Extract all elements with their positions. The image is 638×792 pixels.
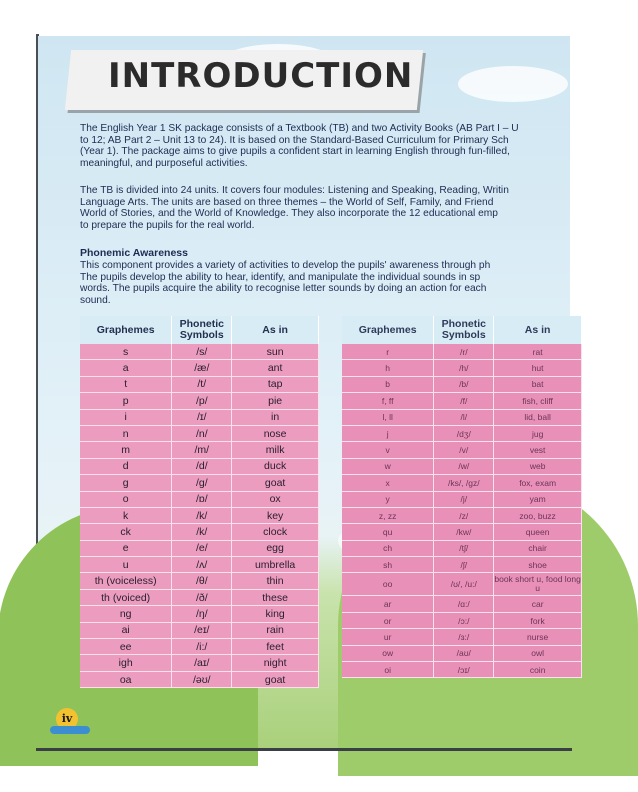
- text-line: (Year 1). The package aims to give pupils a confident start in learning English through fun-filled,: [80, 146, 510, 158]
- table-cell: /z/: [434, 507, 494, 523]
- table-cell: web: [494, 458, 582, 474]
- phonics-table-left: [80, 316, 319, 688]
- table-cell: /b/: [434, 376, 494, 392]
- table-cell: /d/: [172, 458, 232, 474]
- table-cell: k: [80, 507, 172, 523]
- table-cell: oi: [342, 662, 434, 678]
- table-row: [342, 507, 582, 523]
- table-cell: /k/: [172, 524, 232, 540]
- table-cell: j: [342, 425, 434, 441]
- table-cell: /e/: [172, 540, 232, 556]
- table-cell: /ɪ/: [172, 409, 232, 425]
- table-row: [342, 596, 582, 612]
- table-cell: bat: [494, 376, 582, 392]
- table-row: [80, 458, 319, 474]
- table-cell: /g/: [172, 475, 232, 491]
- table-cell: v: [342, 442, 434, 458]
- table-cell: h: [342, 360, 434, 376]
- table-cell: ai: [80, 622, 172, 638]
- table-row: [80, 376, 319, 392]
- table-cell: /w/: [434, 458, 494, 474]
- table-cell: or: [342, 612, 434, 628]
- table-row: [80, 606, 319, 622]
- table-row: [80, 540, 319, 556]
- table-row: [342, 425, 582, 441]
- table-row: [80, 524, 319, 540]
- table-cell: /ɜ:/: [434, 629, 494, 645]
- table-row: [80, 475, 319, 491]
- table-cell: ur: [342, 629, 434, 645]
- table-body: [80, 344, 319, 688]
- table-cell: u: [80, 557, 172, 573]
- table-cell: f, ff: [342, 393, 434, 409]
- table-cell: feet: [232, 639, 319, 655]
- table-cell: jug: [494, 425, 582, 441]
- table-header-row: [80, 316, 319, 344]
- table-cell: a: [80, 360, 172, 376]
- column-header: As in: [232, 316, 319, 344]
- page-number: iv: [56, 708, 78, 730]
- scan-bottom-edge: [36, 748, 572, 751]
- table-cell: queen: [494, 524, 582, 540]
- table-cell: coin: [494, 662, 582, 678]
- table-row: [80, 573, 319, 589]
- table-cell: vest: [494, 442, 582, 458]
- table-cell: i: [80, 409, 172, 425]
- table-cell: /v/: [434, 442, 494, 458]
- table-cell: /dʒ/: [434, 425, 494, 441]
- table-cell: /r/: [434, 344, 494, 360]
- text-line: meaningful, and purposeful activities.: [80, 157, 248, 169]
- table-cell: oo: [342, 573, 434, 596]
- table-cell: chair: [494, 540, 582, 556]
- text-line: This component provides a variety of activities to develop the pupils' awareness through ph: [80, 260, 491, 271]
- text-line: World of Stories, and the World of Knowledge. They also incorporate the 12 educational emp: [80, 208, 498, 220]
- table-cell: e: [80, 540, 172, 556]
- table-cell: /ɔɪ/: [434, 662, 494, 678]
- table-cell: g: [80, 475, 172, 491]
- table-cell: /n/: [172, 425, 232, 441]
- table-cell: ee: [80, 639, 172, 655]
- table-cell: /s/: [172, 344, 232, 360]
- table-cell: /ŋ/: [172, 606, 232, 622]
- table-row: [342, 376, 582, 392]
- table-cell: these: [232, 589, 319, 605]
- table-cell: thin: [232, 573, 319, 589]
- table-cell: ar: [342, 596, 434, 612]
- table-row: [342, 524, 582, 540]
- table-row: [80, 344, 319, 360]
- table-cell: rat: [494, 344, 582, 360]
- table-cell: nurse: [494, 629, 582, 645]
- table-cell: /kw/: [434, 524, 494, 540]
- table-cell: key: [232, 507, 319, 523]
- table-cell: t: [80, 376, 172, 392]
- table-cell: clock: [232, 524, 319, 540]
- section-heading: Phonemic Awareness: [80, 247, 188, 259]
- text-line: to prepare the pupils for the real world.: [80, 219, 255, 231]
- table-cell: owl: [494, 645, 582, 661]
- table-cell: th (voiced): [80, 589, 172, 605]
- table-body: [342, 344, 582, 678]
- table-cell: ck: [80, 524, 172, 540]
- column-header: Phonetic Symbols: [172, 316, 232, 344]
- table-row: [342, 458, 582, 474]
- table-cell: x: [342, 475, 434, 491]
- table-cell: m: [80, 442, 172, 458]
- table-cell: sun: [232, 344, 319, 360]
- intro-paragraph-2: [80, 185, 570, 231]
- table-cell: nose: [232, 425, 319, 441]
- table-row: [342, 645, 582, 661]
- table-row: [80, 360, 319, 376]
- column-header: As in: [494, 316, 582, 344]
- table-cell: y: [342, 491, 434, 507]
- column-header: Phonetic Symbols: [434, 316, 494, 344]
- table-cell: hut: [494, 360, 582, 376]
- phonics-table-right: [342, 316, 582, 678]
- table-cell: b: [342, 376, 434, 392]
- table-cell: /ʌ/: [172, 557, 232, 573]
- text-line: sound.: [80, 294, 111, 306]
- table-cell: tap: [232, 376, 319, 392]
- table-cell: p: [80, 393, 172, 409]
- table-cell: zoo, buzz: [494, 507, 582, 523]
- table-row: [80, 491, 319, 507]
- table-row: [80, 442, 319, 458]
- text-line: Language Arts. The units are based on three themes – the World of Self, Family, and Friend: [80, 196, 494, 208]
- table-row: [342, 573, 582, 596]
- table-cell: /p/: [172, 393, 232, 409]
- table-cell: /f/: [434, 393, 494, 409]
- table-row: [80, 557, 319, 573]
- table-cell: oa: [80, 671, 172, 687]
- table-row: [80, 507, 319, 523]
- table-cell: /æ/: [172, 360, 232, 376]
- table-cell: ant: [232, 360, 319, 376]
- text-line: The TB is divided into 24 units. It covers four modules: Listening and Speaking, Reading, Writin: [80, 185, 509, 196]
- table-cell: igh: [80, 655, 172, 671]
- text-line: The pupils develop the ability to hear, identify, and manipulate the individual sounds in sp: [80, 271, 481, 283]
- table-cell: /k/: [172, 507, 232, 523]
- table-cell: fork: [494, 612, 582, 628]
- table-row: [80, 622, 319, 638]
- table-cell: ch: [342, 540, 434, 556]
- table-cell: /aʊ/: [434, 645, 494, 661]
- table-cell: pie: [232, 393, 319, 409]
- text-line: words. The pupils acquire the ability to recognise letter sounds by doing an action for each: [80, 283, 487, 295]
- table-row: [342, 612, 582, 628]
- table-cell: d: [80, 458, 172, 474]
- table-row: [342, 360, 582, 376]
- table-cell: goat: [232, 671, 319, 687]
- table-cell: /ð/: [172, 589, 232, 605]
- table-row: [342, 475, 582, 491]
- table-row: [80, 425, 319, 441]
- page-title: INTRODUCTION: [108, 56, 414, 96]
- table-row: [80, 639, 319, 655]
- table-cell: l, ll: [342, 409, 434, 425]
- table-row: [342, 393, 582, 409]
- table-row: [342, 409, 582, 425]
- table-cell: /ɔ:/: [434, 612, 494, 628]
- table-cell: s: [80, 344, 172, 360]
- table-cell: r: [342, 344, 434, 360]
- table-cell: car: [494, 596, 582, 612]
- column-header: Graphemes: [80, 316, 172, 344]
- table-cell: milk: [232, 442, 319, 458]
- table-cell: /h/: [434, 360, 494, 376]
- table-cell: goat: [232, 475, 319, 491]
- table-cell: qu: [342, 524, 434, 540]
- table-cell: in: [232, 409, 319, 425]
- table-cell: /m/: [172, 442, 232, 458]
- table-cell: fish, cliff: [494, 393, 582, 409]
- intro-paragraph-1: [80, 123, 570, 169]
- table-cell: ng: [80, 606, 172, 622]
- table-cell: /j/: [434, 491, 494, 507]
- table-cell: /θ/: [172, 573, 232, 589]
- table-cell: z, zz: [342, 507, 434, 523]
- table-cell: /l/: [434, 409, 494, 425]
- table-cell: /t/: [172, 376, 232, 392]
- table-cell: yam: [494, 491, 582, 507]
- table-cell: duck: [232, 458, 319, 474]
- table-cell: /ɑ:/: [434, 596, 494, 612]
- table-cell: ow: [342, 645, 434, 661]
- table-cell: /ʊ/, /u:/: [434, 573, 494, 596]
- table-row: [342, 557, 582, 573]
- table-cell: /əʊ/: [172, 671, 232, 687]
- table-cell: /eɪ/: [172, 622, 232, 638]
- column-header: Graphemes: [342, 316, 434, 344]
- text-line: to 12; AB Part 2 – Unit 13 to 24). It is based on the Standard-Based Curriculum for Primary Sch: [80, 134, 509, 146]
- text-line: The English Year 1 SK package consists of a Textbook (TB) and two Activity Books (AB Part I – U: [80, 123, 519, 134]
- table-cell: /i:/: [172, 639, 232, 655]
- table-cell: w: [342, 458, 434, 474]
- table-cell: umbrella: [232, 557, 319, 573]
- table-cell: rain: [232, 622, 319, 638]
- table-cell: sh: [342, 557, 434, 573]
- table-row: [80, 655, 319, 671]
- table-row: [342, 491, 582, 507]
- table-row: [342, 442, 582, 458]
- table-cell: ox: [232, 491, 319, 507]
- cloud: [458, 66, 568, 102]
- phonemic-paragraph: [80, 260, 570, 306]
- table-cell: /aɪ/: [172, 655, 232, 671]
- table-row: [80, 671, 319, 687]
- table-row: [342, 540, 582, 556]
- table-cell: egg: [232, 540, 319, 556]
- table-row: [342, 629, 582, 645]
- book-page: [38, 36, 581, 750]
- table-cell: night: [232, 655, 319, 671]
- table-cell: book short u, food long u: [494, 573, 582, 596]
- wave-decoration: [50, 726, 90, 734]
- table-cell: th (voiceless): [80, 573, 172, 589]
- table-row: [80, 409, 319, 425]
- table-row: [342, 344, 582, 360]
- table-cell: /ks/, /gz/: [434, 475, 494, 491]
- table-cell: o: [80, 491, 172, 507]
- table-cell: /ʃ/: [434, 557, 494, 573]
- table-row: [80, 589, 319, 605]
- table-cell: lid, ball: [494, 409, 582, 425]
- table-cell: king: [232, 606, 319, 622]
- table-cell: /tʃ/: [434, 540, 494, 556]
- table-row: [80, 393, 319, 409]
- table-header-row: [342, 316, 582, 344]
- table-row: [342, 662, 582, 678]
- table-cell: fox, exam: [494, 475, 582, 491]
- table-cell: shoe: [494, 557, 582, 573]
- table-cell: /ɒ/: [172, 491, 232, 507]
- table-cell: n: [80, 425, 172, 441]
